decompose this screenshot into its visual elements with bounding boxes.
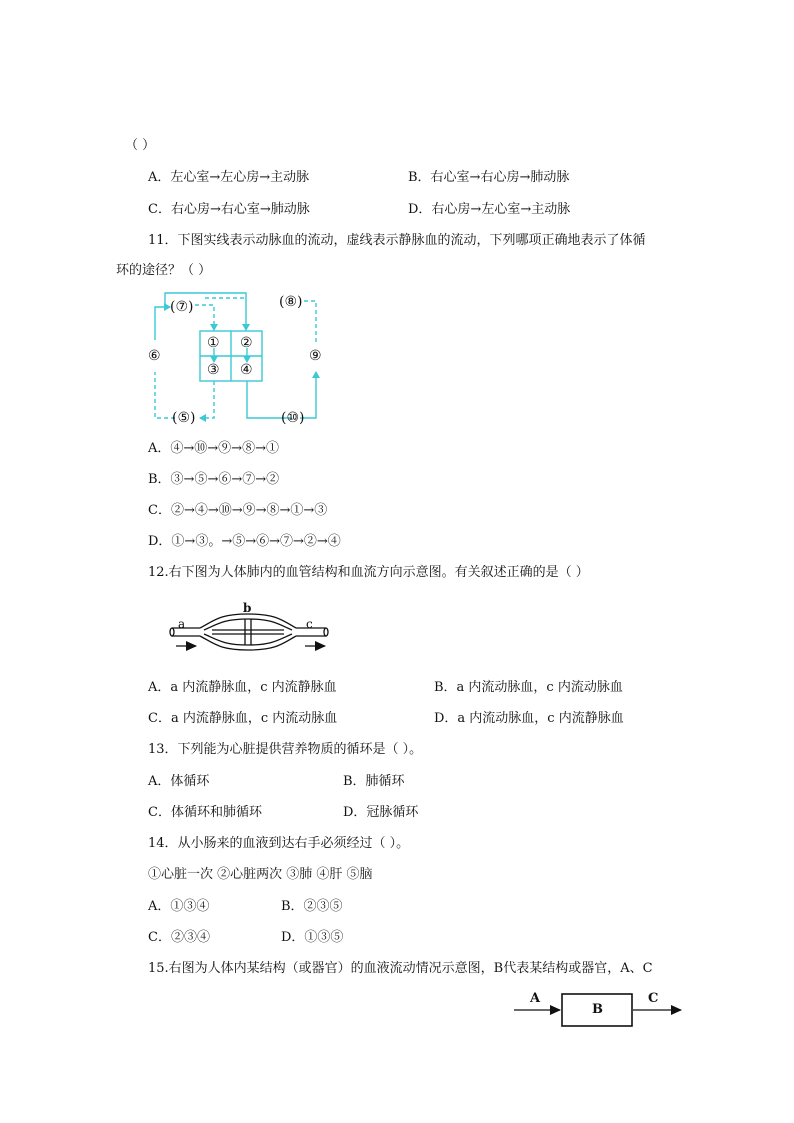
q11-question-line2: 环的途径？（ ） [116,263,212,278]
flow-label-b: B [592,1002,603,1017]
q10-option-c: C．右心房→右心室→肺动脉 [148,202,310,217]
q10-option-d: D．右心房→左心室→主动脉 [408,202,571,217]
vessel-label-b: b [243,601,252,615]
label-8: (⑧) [279,294,303,310]
vessel-label-a: a [178,617,186,631]
q14-items: ①心脏一次 ②心脏两次 ③肺 ④肝 ⑤脑 [148,867,373,882]
flow-label-c: C [648,991,659,1006]
q14-option-d: D．①③⑤ [281,930,344,945]
q13-question: 13．下列能为心脏提供营养物质的循环是（ ）。 [148,742,423,757]
q10-option-b: B．右心室→右心房→肺动脉 [408,170,570,185]
q12-question: 12.右下图为人体肺内的血管结构和血流方向示意图。有关叙述正确的是（ ） [148,565,589,580]
q12-option-c: C．a 内流静脉血，c 内流动脉血 [148,711,338,726]
label-5: (⑤) [172,410,196,426]
q14-option-c: C．②③④ [148,930,210,945]
label-chamber-3: ③ [207,362,220,378]
q11-question-line1: 11．下图实线表示动脉血的流动，虚线表示静脉血的流动，下列哪项正确地表示了体循 [148,233,646,248]
q11-option-d: D．①→③。→⑤→⑥→⑦→②→④ [148,534,341,549]
flow-label-a: A [530,991,541,1006]
q13-option-d: D．冠脉循环 [343,805,419,820]
q12-option-b: B．a 内流动脉血，c 内流动脉血 [434,680,623,695]
q14-option-b: B．②③⑤ [281,899,343,914]
q15-question: 15.右图为人体内某结构（或器官）的血液流动情况示意图，B代表某结构或器官，A、C [148,961,653,976]
q11-option-b: B．③→⑤→⑥→⑦→② [148,472,280,487]
label-10: (⑩) [281,410,305,426]
label-chamber-1: ① [207,335,220,351]
label-6: ⑥ [148,348,161,364]
q13-option-a: A．体循环 [148,774,210,789]
q13-option-c: C．体循环和肺循环 [148,805,262,820]
q14-question: 14．从小肠来的血液到达右手必须经过（ ）。 [148,836,410,851]
label-chamber-4: ④ [240,362,253,378]
q11-option-c: C．②→④→⑩→⑨→⑧→①→③ [148,503,328,518]
label-7: (⑦) [170,299,194,315]
label-chamber-2: ② [240,335,253,351]
label-9: ⑨ [309,348,322,364]
q11-option-a: A．④→⑩→⑨→⑧→① [148,441,279,456]
q10-option-a: A．左心室→左心房→主动脉 [148,170,310,185]
q10-answer-blank: （ ） [125,138,156,153]
q13-option-b: B．肺循环 [343,774,405,789]
q12-option-d: D．a 内流动脉血，c 内流静脉血 [434,711,624,726]
vessel-label-c: c [306,617,313,631]
q14-option-a: A．①③④ [148,899,210,914]
q12-option-a: A．a 内流静脉血，c 内流静脉血 [148,680,337,695]
